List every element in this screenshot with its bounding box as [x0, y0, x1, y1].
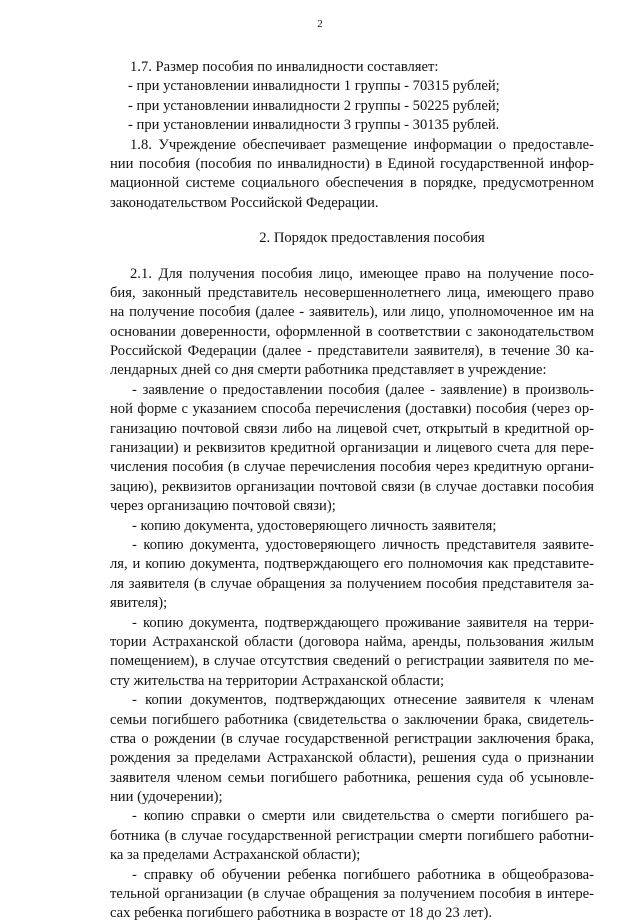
- text-line: 1.8. Учреждение обеспечивает размещение информации о предоставле-: [130, 136, 594, 153]
- text-line: рождения за пределами Астраханской области), решения суда о признании: [110, 750, 594, 767]
- text-line: ботника (в случае государственной регистрации смерти погибшего работни-: [110, 827, 594, 844]
- text-line: на получение пособия (далее - заявитель), или лицо, уполномоченное им на: [110, 304, 594, 321]
- text-line: бия, законный представитель несовершеннолетнего лица, имеющего право: [110, 284, 594, 301]
- text-line: - при установлении инвалидности 3 группы - 30135 рублей.: [128, 117, 500, 134]
- text-line: - копию справки о смерти или свидетельства о смерти погибшего ра-: [132, 808, 594, 825]
- text-line: сту жительства на территории Астраханской области;: [110, 672, 445, 689]
- text-line: тельной организации (в случае обращения за получением пособия в интере-: [110, 886, 594, 903]
- text-line: ной форме с указанием способа перечисления (доставки) пособия (через ор-: [110, 401, 594, 418]
- list-item-identity: [110, 517, 594, 536]
- paragraph-1-8: [110, 136, 594, 214]
- text-line: через организацию почтовой связи);: [110, 498, 336, 515]
- text-line: - копию документа, удостоверяющего личность заявителя;: [132, 517, 497, 534]
- text-line: нии (удочерении);: [110, 789, 223, 806]
- text-line: ля заявителя (в случае обращения за получением пособия представителя за-: [110, 575, 594, 592]
- text-line: помещением), в случае отсутствия сведений о регистрации заявителя по ме-: [110, 653, 594, 670]
- paragraph-1-7: [110, 58, 594, 136]
- text-line: семьи погибшего работника (свидетельства о заключении брака, свидетель-: [110, 711, 594, 728]
- text-line: - копию документа, удостоверяющего личность представителя заявите-: [132, 536, 594, 553]
- section-heading: 2. Порядок предоставления пособия: [259, 230, 485, 247]
- text-line: явителя);: [110, 595, 168, 612]
- text-line: заявителя членом семьи погибшего работника, решения суда об усыновле-: [110, 769, 594, 786]
- text-line: основании доверенности, оформленной в соответствии с законодательством: [110, 323, 594, 340]
- text-line: - справку об обучении ребенка погибшего работника в общеобразова-: [132, 866, 594, 883]
- text-line: числения пособия (в случае перечисления пособия через кредитную органи-: [110, 459, 594, 476]
- text-line: ка за пределами Астраханской области);: [110, 847, 361, 864]
- text-line: ганизацию почтовой связи либо на лицевой счет, открытый в кредитной ор-: [110, 420, 594, 437]
- text-line: 1.7. Размер пособия по инвалидности составляет:: [130, 59, 439, 75]
- text-line: - при установлении инвалидности 1 группы - 70315 рублей;: [128, 78, 500, 95]
- text-line: - копии документов, подтверждающих отнесение заявителя к членам: [132, 692, 594, 709]
- text-line: ства о рождении (в случае государственной регистрации заключения брака,: [110, 730, 594, 747]
- text-line: Российской Федерации (далее - представители заявителя), в течение 30 ка-: [110, 343, 594, 360]
- text-line: - при установлении инвалидности 2 группы - 50225 рублей;: [128, 97, 500, 114]
- list-item-family: [110, 691, 594, 807]
- text-line: нии пособия (пособия по инвалидности) в Единой государственной инфор-: [110, 155, 594, 172]
- paragraph-2-1: [110, 265, 594, 381]
- text-line: мационной системе социального обеспечения в порядке, предусмотренном: [110, 175, 594, 192]
- list-item-application: [110, 381, 594, 517]
- text-line: ганизации) и реквизитов кредитной организации и лицевого счета для пере-: [110, 440, 594, 457]
- text-line: законодательством Российской Федерации.: [110, 194, 379, 211]
- text-line: зацию), реквизитов организации почтовой связи (в случае доставки пособия: [110, 478, 594, 495]
- text-line: - копию документа, подтверждающего проживание заявителя на терри-: [132, 614, 594, 631]
- page-number: 2: [317, 18, 323, 30]
- text-line: - заявление о предоставлении пособия (далее - заявление) в произволь-: [132, 381, 594, 398]
- list-item-representative: [110, 536, 594, 614]
- list-item-death: [110, 807, 594, 865]
- text-line: тории Астраханской области (договора найма, аренды, пользования жилым: [110, 633, 594, 650]
- list-item-education: [110, 866, 594, 924]
- document-body: [110, 58, 594, 924]
- text-line: ля, и копию документа, подтверждающего его полномочия как представите-: [110, 556, 594, 573]
- text-line: сах ребенка погибшего работника в возрасте от 18 до 23 лет).: [110, 905, 493, 922]
- list-item-residence: [110, 614, 594, 692]
- text-line: 2.1. Для получения пособия лицо, имеющее право на получение посо-: [130, 265, 594, 282]
- text-line: лендарных дней со дня смерти работника представляет в учреждение:: [110, 362, 547, 379]
